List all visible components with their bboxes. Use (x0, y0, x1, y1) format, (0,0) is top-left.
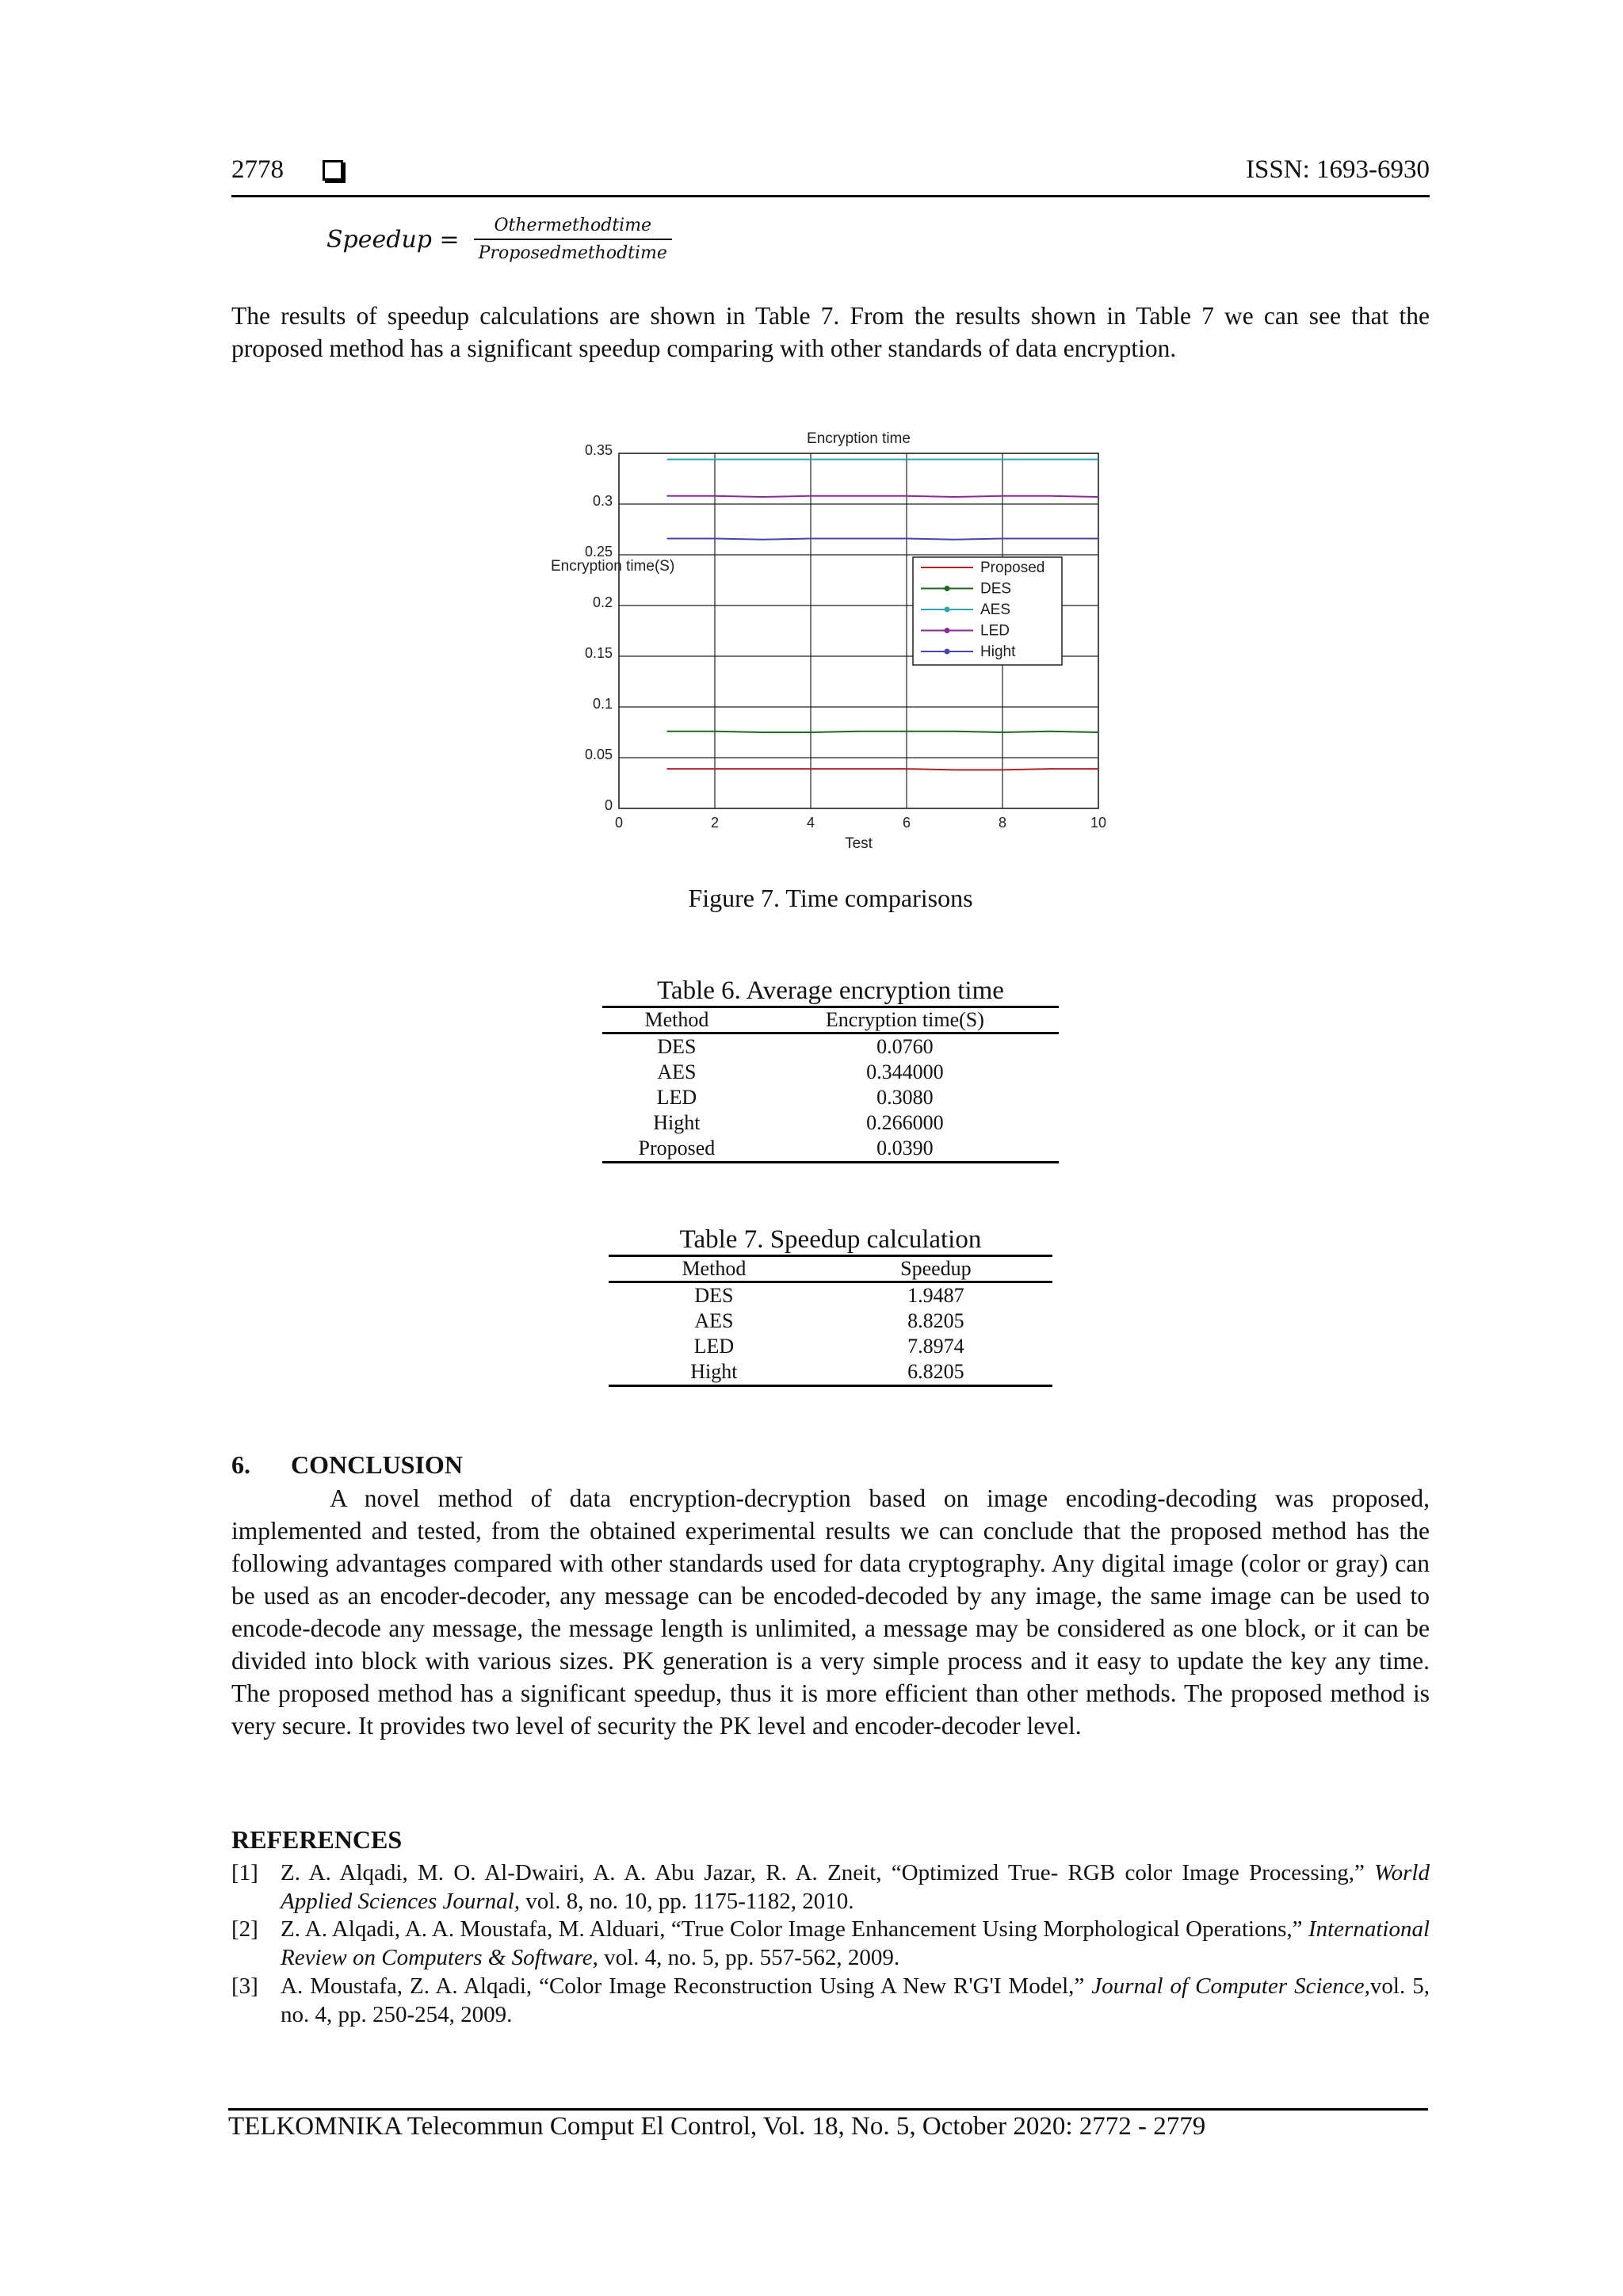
formula-lhs: Speedup = (327, 225, 460, 254)
table-7 (609, 1225, 1052, 1387)
table-cell: 0.344000 (866, 1060, 944, 1083)
x-tick-label: 10 (1090, 815, 1107, 831)
table-header-cell: Method (602, 1007, 751, 1033)
table-cell: 0.266000 (866, 1111, 944, 1134)
legend-marker (945, 586, 950, 591)
reference-text (281, 1915, 1430, 1972)
table-row (609, 1308, 1052, 1334)
legend-marker (945, 649, 950, 655)
reference-item (231, 1915, 1430, 1972)
table-cell: 0.0760 (876, 1035, 934, 1058)
y-tick-label: 0.35 (584, 442, 613, 458)
reference-details: vol. 8, no. 10, pp. 1175-1182, 2010. (520, 1889, 854, 1914)
reference-authors: A. Moustafa, Z. A. Alqadi, “Color Image Reconstruction Using A New R'G'I Model,” (281, 1973, 1092, 1999)
formula-numerator: Othermethodtime (494, 216, 652, 235)
y-axis-label: Encryption time(S) (551, 558, 675, 575)
table-row (609, 1334, 1052, 1359)
conclusion-paragraph: A novel method of data encryption-decryption based on image encoding-decoding was proposed, implemented and tested, from the obtained experimental results we can conclude that the proposed method has the following advantages compared with other standards used for data cryptography. Any digital image (color or gray) can be used as an encoder-decoder, any message can be encoded-decoded by any image, the same image can be used to encode-decode any message, the message length is unlimited, a message may be considered as one block, or it can be divided into block with various sizes. PK generation is a very simple process and it easy to update the key any time. The proposed method has a significant speedup, thus it is more efficient than other methods. The proposed method is very secure. It provides two level of security the PK level and encoder-decoder level. (231, 1484, 1430, 1740)
reference-details: vol. 5, no. 4, pp. 250-254, 2009. (281, 1973, 1430, 2027)
page-footer: TELKOMNIKA Telecommun Comput El Control, Vol. 18, No. 5, October 2020: 2772 - 2779 (228, 2108, 1428, 2141)
legend-marker (945, 607, 950, 613)
y-tick-label: 0.25 (584, 544, 613, 560)
conclusion-heading (231, 1450, 463, 1480)
reference-item (231, 1859, 1430, 1916)
table-header-cell: Encryption time(S) (751, 1007, 1059, 1033)
table-cell: Proposed (602, 1136, 751, 1163)
series-line-led (667, 496, 1099, 497)
table-7-caption: Table 7. Speedup calculation (679, 1225, 982, 1254)
legend-label: AES (980, 602, 1011, 618)
table-cell: DES (657, 1035, 697, 1058)
table-cell: LED (656, 1086, 697, 1109)
table-cell: Hight (609, 1359, 819, 1386)
table-row (609, 1359, 1052, 1386)
x-tick-label: 0 (614, 815, 624, 831)
reference-number: [2] (231, 1916, 258, 1942)
table-header-cell: Method (609, 1256, 819, 1282)
table-cell: 6.8205 (819, 1359, 1052, 1386)
x-axis-label: Test (845, 835, 873, 852)
series-line-proposed (667, 769, 1099, 770)
table-header-cell: Speedup (819, 1256, 1052, 1282)
reference-authors: Z. A. Alqadi, M. O. Al-Dwairi, A. A. Abu Jazar, R. A. Zneit, “Optimized True- RGB color Image Processing,” (281, 1860, 1375, 1885)
reference-number: [1] (231, 1860, 258, 1885)
section-title: CONCLUSION (291, 1450, 463, 1479)
series-line-hight (667, 539, 1099, 540)
table-row (602, 1033, 1059, 1060)
y-tick-label: 0.2 (592, 594, 613, 610)
table-row (602, 1110, 1059, 1136)
legend-label: LED (980, 622, 1010, 640)
table-cell: 0.0390 (751, 1136, 1059, 1163)
table-cell: LED (693, 1335, 735, 1358)
reference-number: [3] (231, 1973, 258, 1999)
table-row (609, 1282, 1052, 1309)
y-tick-label: 0.1 (592, 696, 613, 712)
x-tick-label: 6 (902, 815, 911, 831)
reference-text (281, 1859, 1430, 1916)
table-cell: DES (694, 1284, 734, 1307)
table-cell: Hight (653, 1111, 701, 1134)
reference-journal: World Applied Sciences Journal, (281, 1860, 1430, 1914)
reference-item (231, 1972, 1430, 2029)
x-tick-label: 4 (806, 815, 815, 831)
y-tick-label: 0.05 (584, 747, 613, 762)
reference-journal: Journal of Computer Science, (1091, 1973, 1370, 1999)
x-tick-label: 2 (710, 815, 720, 831)
legend-label: DES (980, 580, 1012, 598)
reference-authors: Z. A. Alqadi, A. A. Moustafa, M. Alduari, “True Color Image Enhancement Using Morphological Operations,” (281, 1916, 1308, 1942)
table-cell: 0.3080 (876, 1086, 934, 1109)
page-header (231, 155, 1430, 197)
table-cell: AES (657, 1060, 697, 1083)
table-row (602, 1085, 1059, 1110)
reference-text (281, 1972, 1430, 2029)
section-number: 6. (231, 1450, 250, 1479)
table-cell: 8.8205 (907, 1309, 964, 1332)
x-tick-label: 8 (998, 815, 1007, 831)
table-6-caption: Table 6. Average encryption time (657, 976, 1004, 1005)
table-cell: AES (694, 1309, 734, 1332)
chart-title: Encryption time (807, 430, 911, 447)
table-6 (602, 976, 1059, 1163)
reference-journal: International Review on Computers & Software (281, 1916, 1430, 1970)
formula-denominator: Proposedmethodtime (474, 239, 672, 263)
page-number: 2778 (231, 155, 284, 184)
table-row (602, 1060, 1059, 1085)
square-bullet-icon (323, 160, 343, 181)
reference-details: , vol. 4, no. 5, pp. 557-562, 2009. (592, 1945, 900, 1970)
formula-fraction (474, 216, 672, 263)
y-tick-label: 0.3 (592, 493, 613, 509)
table-header-row (602, 1007, 1059, 1033)
references-heading: REFERENCES (231, 1825, 403, 1854)
legend-label: Hight (980, 644, 1016, 660)
legend-marker (945, 628, 950, 633)
legend-label: Proposed (980, 560, 1045, 576)
speedup-formula (327, 216, 672, 263)
table-cell: 1.9487 (907, 1284, 964, 1307)
table-cell: 7.8974 (907, 1335, 964, 1358)
table-header-row (609, 1256, 1052, 1282)
y-tick-label: 0 (604, 797, 613, 813)
table-row (602, 1136, 1059, 1163)
figure-caption: Figure 7. Time comparisons (688, 884, 973, 912)
intro-paragraph: The results of speedup calculations are shown in Table 7. From the results shown in Table 7 we can see that the proposed method has a significant speedup comparing with other standards of data encryption. (231, 302, 1430, 362)
y-tick-label: 0.15 (584, 645, 613, 661)
encryption-time-chart (539, 420, 1125, 860)
issn: ISSN: 1693-6930 (1246, 155, 1430, 184)
